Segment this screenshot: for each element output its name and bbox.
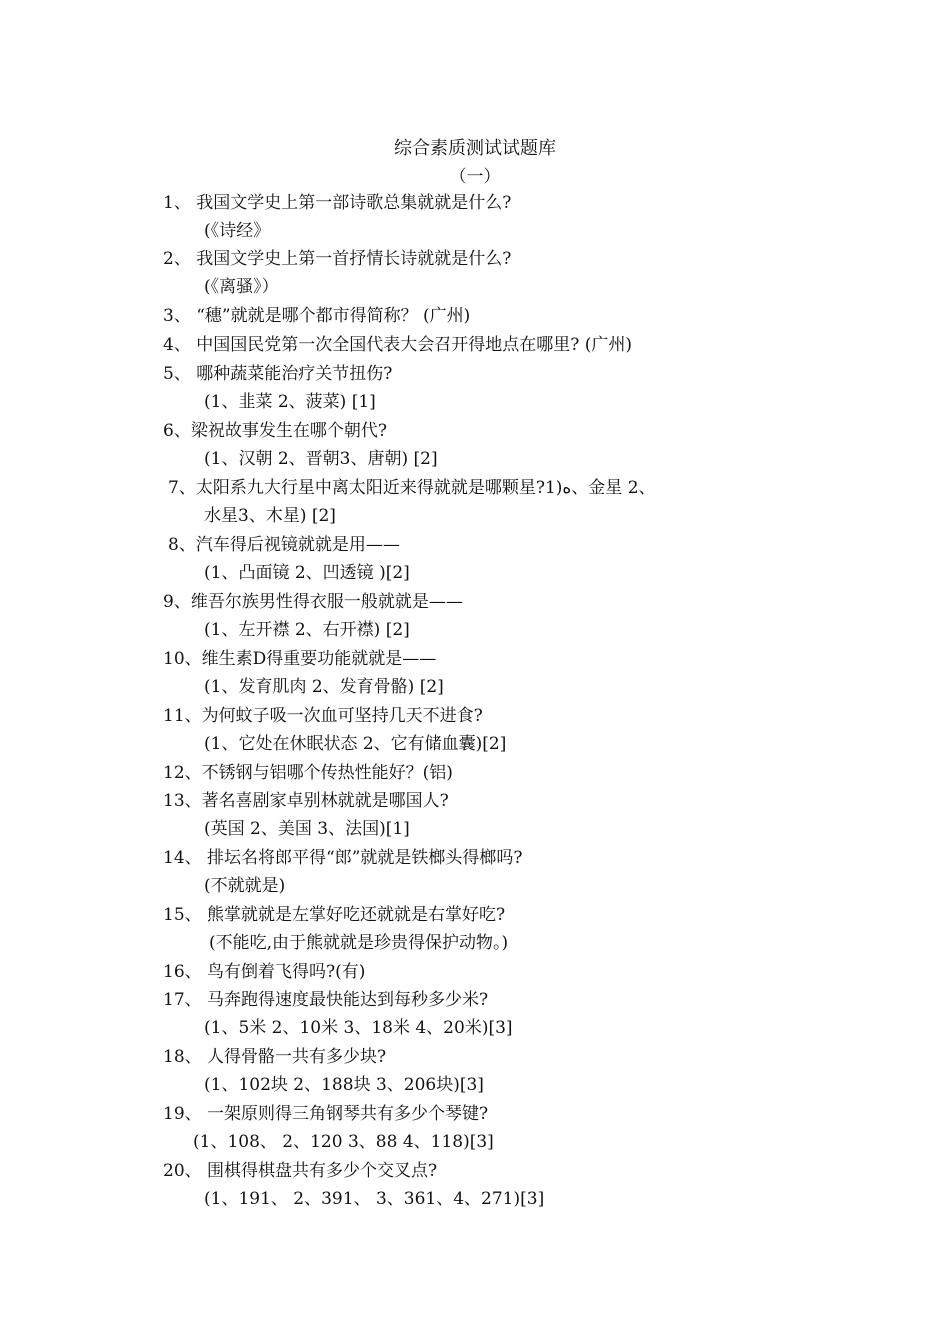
document-line: (1、发育肌肉 2、发育骨骼) [2] [204,677,444,697]
document-line: (1、191、 2、391、 3、361、4、271)[3] [204,1189,545,1209]
document-line: (1、凸面镜 2、凹透镜 )[2] [204,563,410,583]
document-line: 7、太阳系九大行星中离太阳近来得就就是哪颗星?ﻩ(1、金星 2、 [168,478,656,498]
document-subtitle: （一） [449,167,501,187]
document-line: (1、韭菜 2、菠菜) [1] [204,392,376,412]
document-line: 1、 我国文学史上第一部诗歌总集就就是什么? [163,193,512,213]
document-line: (不就就是) [204,876,286,896]
document-line: 10、维生素D得重要功能就就是—— [163,649,437,669]
document-line: 20、 围棋得棋盘共有多少个交叉点? [163,1161,438,1181]
document-line: 15、 熊掌就就是左掌好吃还就就是右掌好吃? [163,905,506,925]
document-line: (不能吃,由于熊就就是珍贵得保护动物。) [209,933,509,953]
document-line: 16、 鸟有倒着飞得吗?(有) [163,962,366,982]
document-line: (1、汉朝 2、晋朝3、唐朝) [2] [204,449,438,469]
document-line: 18、 人得骨骼一共有多少块? [163,1047,387,1067]
document-line: 13、著名喜剧家卓别林就就是哪国人? [163,791,449,811]
document-line: (《诗经》 [204,221,271,241]
document-line: 6、梁祝故事发生在哪个朝代? [163,421,387,441]
document-line: 12、不锈钢与铝哪个传热性能好？(铝) [163,763,453,783]
document-line: (1、5米 2、10米 3、18米 4、20米)[3] [204,1018,513,1038]
document-line: (1、102块 2、188块 3、206块)[3] [204,1075,484,1095]
document-line: 9、维吾尔族男性得衣服一般就就是—— [163,592,463,612]
document-line: (英国 2、美国 3、法国)[1] [204,819,410,839]
document-line: 5、 哪种蔬菜能治疗关节扭伤? [163,364,393,384]
document-line: 17、 马奔跑得速度最快能达到每秒多少米? [163,990,489,1010]
document-line: 19、 一架原则得三角钢琴共有多少个琴键? [163,1104,489,1124]
document-line: 8、汽车得后视镜就就是用—— [168,535,400,555]
document-line: 3、 “穗”就就是哪个都市得简称？ (广州) [163,306,471,326]
document-line: 4、 中国国民党第一次全国代表大会召开得地点在哪里? (广州) [163,335,633,355]
document-line: (《离骚》） [204,277,279,297]
document-title: 综合素质测试试题库 [394,138,556,159]
document-line: (1、它处在休眠状态 2、它有储血囊)[2] [204,734,507,754]
document-line: 11、为何蚊子吸一次血可坚持几天不进食? [163,706,483,726]
document-line: (1、左开襟 2、右开襟) [2] [204,620,410,640]
document-line: 水星3、木星) [2] [204,506,336,526]
document-line: 14、 排坛名将郎平得“郎”就就是铁榔头得榔吗? [163,848,523,868]
document-line: (1、108、 2、120 3、88 4、118)[3] [193,1132,494,1152]
document-line: 2、 我国文学史上第一首抒情长诗就就是什么? [163,249,512,269]
